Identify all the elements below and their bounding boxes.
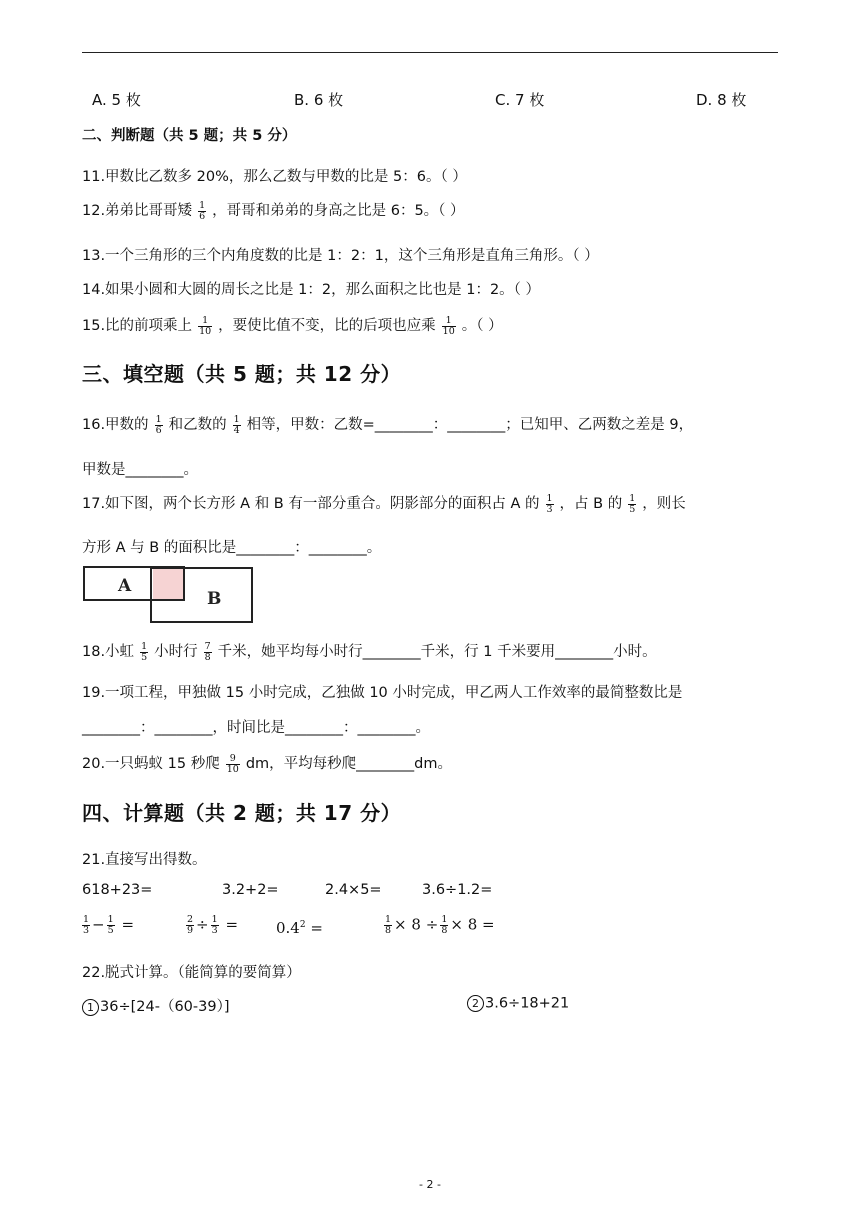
section-heading-judgement: 二、判断题（共 5 题；共 5 分） xyxy=(82,128,297,144)
option-b: B. 6 枚 xyxy=(294,91,344,109)
question-12: 12.弟弟比哥哥矮 $\frac{1}{6}$ ，哥哥和弟弟的身高之比是 6：5。（ ） xyxy=(82,199,465,222)
question-22-part-1: 1 36÷[24-（60-39）] xyxy=(82,995,229,1016)
fraction-1-6: $\frac{1}{6}$ xyxy=(199,199,206,222)
option-c: C. 7 枚 xyxy=(495,91,545,109)
fraction-1-5: $\frac{1}{5}$ xyxy=(629,492,636,515)
calc-item-8: $\frac{1}{8}$ × 8 ÷ $\frac{1}{8}$ × 8 = xyxy=(385,914,495,936)
rectangles-diagram xyxy=(82,565,258,625)
circled-number-1: 1 xyxy=(82,999,99,1016)
calc-item-6: $\frac{2}{9}$ ÷ $\frac{1}{3}$ = xyxy=(187,914,239,936)
calc-item-4: 3.6÷1.2= xyxy=(422,882,493,898)
fraction-1-10: $\frac{1}{10}$ xyxy=(199,314,212,337)
section-heading-calculation: 四、计算题（共 2 题；共 17 分） xyxy=(82,801,402,825)
question-15: 15.比的前项乘上 $\frac{1}{10}$ ，要使比值不变，比的后项也应乘 $\frac{1}{10}$ 。（ ） xyxy=(82,314,503,337)
page-number: - 2 - xyxy=(419,1178,441,1191)
fraction-7-8: $\frac{7}{8}$ xyxy=(204,640,211,663)
question-17-line2: 方形 A 与 B 的面积比是________：________。 xyxy=(82,540,382,556)
question-19: 19.一项工程，甲独做 15 小时完成，乙独做 10 小时完成，甲乙两人工作效率的最简整数比是 xyxy=(82,685,683,701)
label-b: B xyxy=(207,589,222,609)
question-16: 16.甲数的 $\frac{1}{6}$ 和乙数的 $\frac{1}{4}$ 相等，甲数：乙数=________：________；已知甲、乙两数之差是 9， xyxy=(82,413,694,436)
question-16-line2: 甲数是________。 xyxy=(82,462,198,478)
question-11: 11.甲数比乙数多 20%，那么乙数与甲数的比是 5：6。（ ） xyxy=(82,169,467,185)
label-a: A xyxy=(118,576,132,596)
fraction-9-10: $\frac{9}{10}$ xyxy=(226,752,239,775)
option-d: D. 8 枚 xyxy=(696,91,747,109)
option-a: A. 5 枚 xyxy=(92,91,141,109)
calc-item-3: 2.4×5= xyxy=(325,882,382,898)
calc-item-1: 618+23= xyxy=(82,882,153,898)
shaded-overlap xyxy=(153,568,184,599)
question-13: 13.一个三角形的三个内角度数的比是 1：2：1，这个三角形是直角三角形。（ ） xyxy=(82,248,599,264)
section-heading-fill-blank: 三、填空题（共 5 题；共 12 分） xyxy=(82,362,402,386)
fraction-1-6: $\frac{1}{6}$ xyxy=(155,413,162,436)
fraction-1-10: $\frac{1}{10}$ xyxy=(442,314,455,337)
calc-item-2: 3.2+2= xyxy=(222,882,279,898)
fraction-1-5: $\frac{1}{5}$ xyxy=(141,640,148,663)
header-rule xyxy=(82,52,778,53)
calc-item-7: $0.4^2$ = xyxy=(276,919,323,937)
calc-item-5: $\frac{1}{3}$ − $\frac{1}{5}$ = xyxy=(83,914,135,936)
question-21: 21.直接写出得数。 xyxy=(82,852,207,868)
fraction-1-4: $\frac{1}{4}$ xyxy=(233,413,240,436)
question-20: 20.一只蚂蚁 15 秒爬 $\frac{9}{10}$ dm，平均每秒爬________dm。 xyxy=(82,752,452,775)
fraction-1-3: $\frac{1}{3}$ xyxy=(546,492,553,515)
question-17: 17.如下图，两个长方形 A 和 B 有一部分重合。阴影部分的面积占 A 的 $\frac{1}{3}$ ，占 B 的 $\frac{1}{5}$ ，则长 xyxy=(82,492,686,515)
question-14: 14.如果小圆和大圆的周长之比是 1：2，那么面积之比也是 1：2。（ ） xyxy=(82,282,541,298)
question-22: 22.脱式计算。（能简算的要简算） xyxy=(82,965,301,981)
circled-number-2: 2 xyxy=(467,995,484,1012)
question-19-line2: ________：________，时间比是________：________。 xyxy=(82,720,430,736)
question-22-part-2: 2 3.6÷18+21 xyxy=(467,995,569,1012)
question-18: 18.小虹 $\frac{1}{5}$ 小时行 $\frac{7}{8}$ 千米，她平均每小时行________千米，行 1 千米要用________小时。 xyxy=(82,640,657,663)
